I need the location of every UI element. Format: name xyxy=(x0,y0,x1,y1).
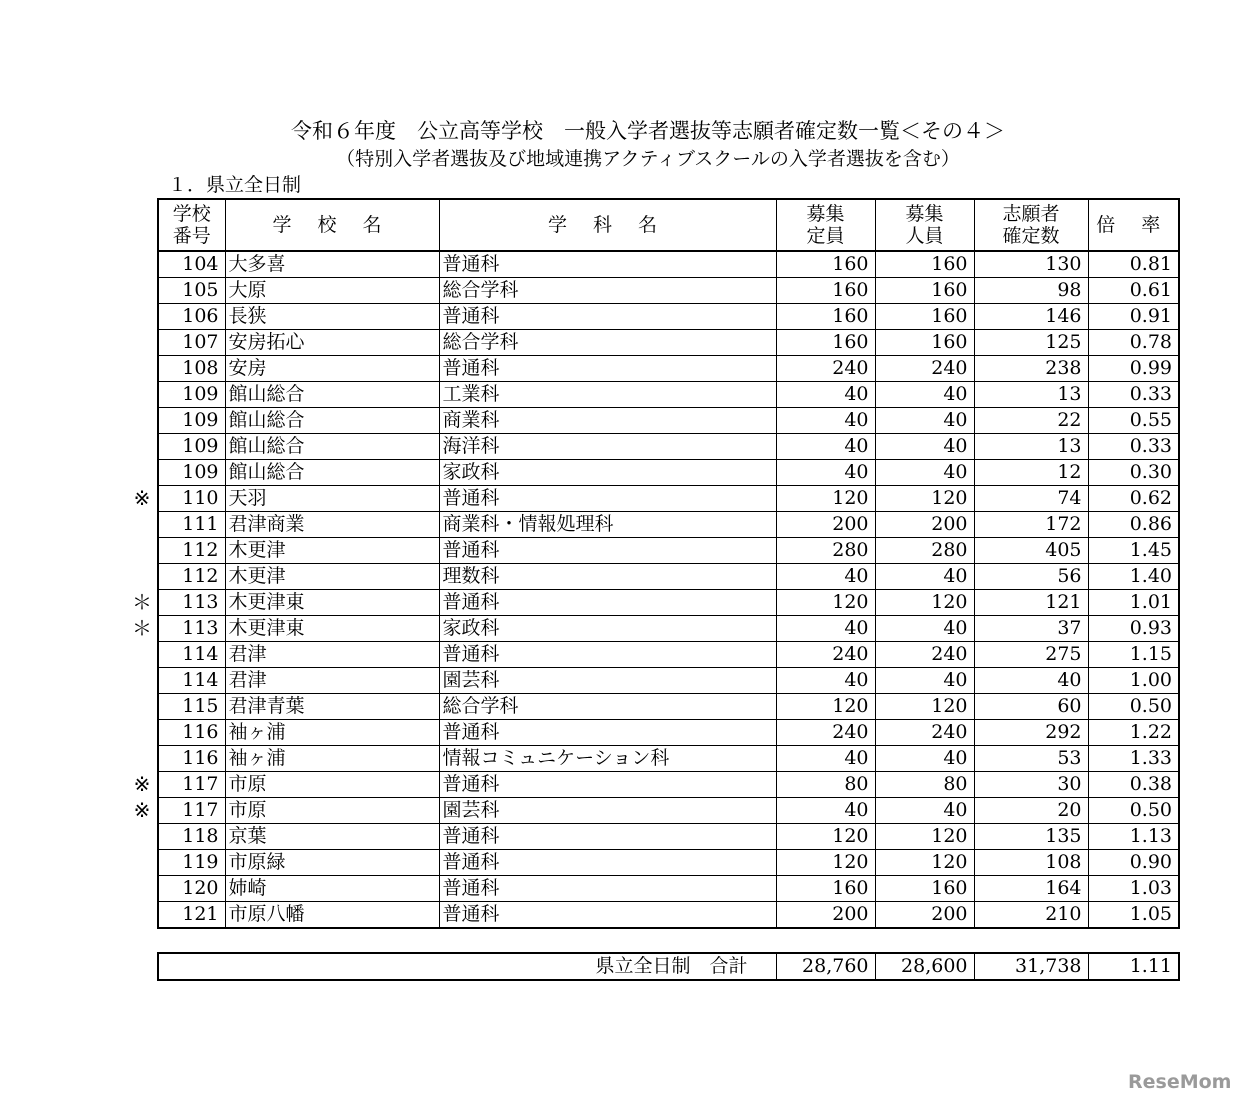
school-no-cell: 112 xyxy=(158,564,225,590)
quota-cell: 160 xyxy=(776,251,875,278)
school-no-cell: 118 xyxy=(158,824,225,850)
row-note-mark: ※ xyxy=(133,772,151,796)
quota-cell: 120 xyxy=(776,694,875,720)
applicants-cell: 125 xyxy=(974,330,1088,356)
total-table xyxy=(157,952,1180,981)
quota-cell: 40 xyxy=(776,798,875,824)
quota-cell: 40 xyxy=(776,460,875,486)
applicants-cell: 12 xyxy=(974,460,1088,486)
table-row xyxy=(158,746,1179,772)
school-name-cell: 大原 xyxy=(225,278,439,304)
applicants-cell: 98 xyxy=(974,278,1088,304)
table-row xyxy=(158,902,1179,929)
applicants-cell: 40 xyxy=(974,668,1088,694)
school-name-cell: 君津 xyxy=(225,668,439,694)
ratio-cell: 1.22 xyxy=(1088,720,1179,746)
ratio-cell: 0.86 xyxy=(1088,512,1179,538)
col-header-school-no: 学校 番号 xyxy=(158,199,225,251)
table-row xyxy=(158,850,1179,876)
total-recruit: 28,600 xyxy=(875,953,974,980)
applicants-cell: 74 xyxy=(974,486,1088,512)
dept-cell: 理数科 xyxy=(439,564,776,590)
col-header-recruit: 募集 人員 xyxy=(875,199,974,251)
col-header-dept: 学 科 名 xyxy=(439,199,776,251)
quota-cell: 280 xyxy=(776,538,875,564)
school-no-cell: 109 xyxy=(158,460,225,486)
quota-cell: 120 xyxy=(776,486,875,512)
ratio-cell: 1.13 xyxy=(1088,824,1179,850)
applicants-cell: 108 xyxy=(974,850,1088,876)
school-name-cell: 館山総合 xyxy=(225,460,439,486)
school-name-cell: 天羽 xyxy=(225,486,439,512)
school-name-cell: 安房 xyxy=(225,356,439,382)
applicants-cell: 164 xyxy=(974,876,1088,902)
recruit-cell: 120 xyxy=(875,694,974,720)
school-no-cell: 120 xyxy=(158,876,225,902)
applicants-cell: 56 xyxy=(974,564,1088,590)
row-note-mark: ＊ xyxy=(132,616,152,640)
school-no-cell: 111 xyxy=(158,512,225,538)
table-row xyxy=(158,720,1179,746)
dept-cell: 普通科 xyxy=(439,850,776,876)
dept-cell: 家政科 xyxy=(439,460,776,486)
table-row xyxy=(158,538,1179,564)
dept-cell: 総合学科 xyxy=(439,278,776,304)
school-name-cell: 京葉 xyxy=(225,824,439,850)
ratio-cell: 0.62 xyxy=(1088,486,1179,512)
applicants-cell: 275 xyxy=(974,642,1088,668)
applicants-cell: 22 xyxy=(974,408,1088,434)
ratio-cell: 0.50 xyxy=(1088,694,1179,720)
section-heading: １．県立全日制 xyxy=(168,174,302,196)
table-row xyxy=(158,876,1179,902)
ratio-cell: 0.99 xyxy=(1088,356,1179,382)
ratio-cell: 1.05 xyxy=(1088,902,1179,929)
table-row xyxy=(158,694,1179,720)
recruit-cell: 280 xyxy=(875,538,974,564)
applicants-table xyxy=(157,198,1180,929)
school-name-cell: 木更津東 xyxy=(225,616,439,642)
quota-cell: 160 xyxy=(776,278,875,304)
table-row xyxy=(158,616,1179,642)
ratio-cell: 0.30 xyxy=(1088,460,1179,486)
recruit-cell: 40 xyxy=(875,564,974,590)
recruit-cell: 80 xyxy=(875,772,974,798)
school-no-cell: 115 xyxy=(158,694,225,720)
school-name-cell: 木更津 xyxy=(225,538,439,564)
col-header-quota: 募集 定員 xyxy=(776,199,875,251)
dept-cell: 普通科 xyxy=(439,356,776,382)
quota-cell: 80 xyxy=(776,772,875,798)
dept-cell: 普通科 xyxy=(439,902,776,929)
recruit-cell: 40 xyxy=(875,408,974,434)
school-name-cell: 袖ヶ浦 xyxy=(225,720,439,746)
dept-cell: 普通科 xyxy=(439,251,776,278)
row-note-mark: ＊ xyxy=(132,590,152,614)
recruit-cell: 120 xyxy=(875,590,974,616)
recruit-cell: 40 xyxy=(875,668,974,694)
school-no-cell: 108 xyxy=(158,356,225,382)
recruit-cell: 40 xyxy=(875,616,974,642)
school-no-cell: 104 xyxy=(158,251,225,278)
total-ratio: 1.11 xyxy=(1088,953,1179,980)
school-no-cell: 109 xyxy=(158,408,225,434)
applicants-cell: 37 xyxy=(974,616,1088,642)
school-no-cell: 109 xyxy=(158,382,225,408)
school-no-cell: 113 xyxy=(158,616,225,642)
quota-cell: 120 xyxy=(776,590,875,616)
ratio-cell: 0.78 xyxy=(1088,330,1179,356)
quota-cell: 200 xyxy=(776,512,875,538)
school-no-cell: 121 xyxy=(158,902,225,929)
school-no-cell: 116 xyxy=(158,720,225,746)
school-no-cell: 117 xyxy=(158,798,225,824)
table-row xyxy=(158,798,1179,824)
applicants-cell: 210 xyxy=(974,902,1088,929)
ratio-cell: 0.55 xyxy=(1088,408,1179,434)
table-row xyxy=(158,382,1179,408)
table-row xyxy=(158,486,1179,512)
recruit-cell: 40 xyxy=(875,382,974,408)
school-no-cell: 106 xyxy=(158,304,225,330)
recruit-cell: 240 xyxy=(875,356,974,382)
row-note-mark: ※ xyxy=(133,798,151,822)
dept-cell: 園芸科 xyxy=(439,668,776,694)
dept-cell: 普通科 xyxy=(439,642,776,668)
resemom-logo: ReseMom xyxy=(1128,1071,1232,1093)
table-row xyxy=(158,642,1179,668)
school-no-cell: 113 xyxy=(158,590,225,616)
total-label: 県立全日制 合計 xyxy=(158,953,776,980)
table-row xyxy=(158,356,1179,382)
ratio-cell: 0.33 xyxy=(1088,382,1179,408)
recruit-cell: 160 xyxy=(875,304,974,330)
recruit-cell: 40 xyxy=(875,746,974,772)
quota-cell: 240 xyxy=(776,720,875,746)
applicants-cell: 13 xyxy=(974,382,1088,408)
quota-cell: 240 xyxy=(776,642,875,668)
document-title: 令和６年度 公立高等学校 一般入学者選抜等志願者確定数一覧＜その４＞ xyxy=(291,119,1005,143)
table-row xyxy=(158,668,1179,694)
table-row xyxy=(158,564,1179,590)
dept-cell: 園芸科 xyxy=(439,798,776,824)
dept-cell: 普通科 xyxy=(439,772,776,798)
school-name-cell: 市原 xyxy=(225,772,439,798)
row-note-mark: ※ xyxy=(133,486,151,510)
recruit-cell: 40 xyxy=(875,434,974,460)
school-name-cell: 君津青葉 xyxy=(225,694,439,720)
school-no-cell: 114 xyxy=(158,642,225,668)
applicants-cell: 405 xyxy=(974,538,1088,564)
recruit-cell: 40 xyxy=(875,798,974,824)
table-row xyxy=(158,460,1179,486)
recruit-cell: 120 xyxy=(875,850,974,876)
quota-cell: 40 xyxy=(776,434,875,460)
ratio-cell: 1.00 xyxy=(1088,668,1179,694)
table-row xyxy=(158,824,1179,850)
applicants-cell: 172 xyxy=(974,512,1088,538)
dept-cell: 情報コミュニケーション科 xyxy=(439,746,776,772)
school-name-cell: 市原八幡 xyxy=(225,902,439,929)
applicants-cell: 135 xyxy=(974,824,1088,850)
dept-cell: 総合学科 xyxy=(439,694,776,720)
table-header-row xyxy=(158,199,1179,251)
dept-cell: 普通科 xyxy=(439,720,776,746)
dept-cell: 普通科 xyxy=(439,876,776,902)
quota-cell: 240 xyxy=(776,356,875,382)
applicants-cell: 53 xyxy=(974,746,1088,772)
dept-cell: 商業科 xyxy=(439,408,776,434)
school-name-cell: 木更津 xyxy=(225,564,439,590)
col-header-school-name: 学 校 名 xyxy=(225,199,439,251)
col-header-applicants: 志願者 確定数 xyxy=(974,199,1088,251)
quota-cell: 120 xyxy=(776,850,875,876)
dept-cell: 普通科 xyxy=(439,590,776,616)
recruit-cell: 160 xyxy=(875,876,974,902)
recruit-cell: 120 xyxy=(875,824,974,850)
quota-cell: 40 xyxy=(776,382,875,408)
dept-cell: 海洋科 xyxy=(439,434,776,460)
school-name-cell: 大多喜 xyxy=(225,251,439,278)
school-name-cell: 姉崎 xyxy=(225,876,439,902)
recruit-cell: 240 xyxy=(875,642,974,668)
table-row xyxy=(158,772,1179,798)
school-no-cell: 119 xyxy=(158,850,225,876)
school-name-cell: 市原 xyxy=(225,798,439,824)
quota-cell: 160 xyxy=(776,876,875,902)
school-name-cell: 木更津東 xyxy=(225,590,439,616)
applicants-cell: 238 xyxy=(974,356,1088,382)
school-no-cell: 117 xyxy=(158,772,225,798)
school-no-cell: 105 xyxy=(158,278,225,304)
ratio-cell: 0.90 xyxy=(1088,850,1179,876)
school-name-cell: 安房拓心 xyxy=(225,330,439,356)
ratio-cell: 1.45 xyxy=(1088,538,1179,564)
quota-cell: 160 xyxy=(776,304,875,330)
applicants-cell: 130 xyxy=(974,251,1088,278)
ratio-cell: 0.93 xyxy=(1088,616,1179,642)
ratio-cell: 0.38 xyxy=(1088,772,1179,798)
school-no-cell: 114 xyxy=(158,668,225,694)
dept-cell: 普通科 xyxy=(439,824,776,850)
quota-cell: 40 xyxy=(776,616,875,642)
applicants-cell: 20 xyxy=(974,798,1088,824)
quota-cell: 120 xyxy=(776,824,875,850)
table-row xyxy=(158,590,1179,616)
recruit-cell: 120 xyxy=(875,486,974,512)
table-body xyxy=(158,251,1179,928)
recruit-cell: 240 xyxy=(875,720,974,746)
school-no-cell: 116 xyxy=(158,746,225,772)
quota-cell: 40 xyxy=(776,746,875,772)
dept-cell: 普通科 xyxy=(439,304,776,330)
recruit-cell: 40 xyxy=(875,460,974,486)
ratio-cell: 0.61 xyxy=(1088,278,1179,304)
recruit-cell: 200 xyxy=(875,512,974,538)
total-quota: 28,760 xyxy=(776,953,875,980)
applicants-cell: 13 xyxy=(974,434,1088,460)
quota-cell: 40 xyxy=(776,564,875,590)
table-row xyxy=(158,512,1179,538)
ratio-cell: 1.15 xyxy=(1088,642,1179,668)
applicants-cell: 121 xyxy=(974,590,1088,616)
quota-cell: 40 xyxy=(776,668,875,694)
school-no-cell: 109 xyxy=(158,434,225,460)
table-row xyxy=(158,330,1179,356)
total-applicants: 31,738 xyxy=(974,953,1088,980)
dept-cell: 家政科 xyxy=(439,616,776,642)
ratio-cell: 1.40 xyxy=(1088,564,1179,590)
applicants-cell: 292 xyxy=(974,720,1088,746)
ratio-cell: 0.81 xyxy=(1088,251,1179,278)
school-no-cell: 110 xyxy=(158,486,225,512)
table-row xyxy=(158,408,1179,434)
school-name-cell: 市原緑 xyxy=(225,850,439,876)
table-row xyxy=(158,304,1179,330)
table-row xyxy=(158,434,1179,460)
document-subtitle: （特別入学者選抜及び地域連携アクティブスクールの入学者選抜を含む） xyxy=(336,148,960,170)
school-name-cell: 長狭 xyxy=(225,304,439,330)
applicants-cell: 30 xyxy=(974,772,1088,798)
ratio-cell: 0.50 xyxy=(1088,798,1179,824)
recruit-cell: 160 xyxy=(875,330,974,356)
quota-cell: 40 xyxy=(776,408,875,434)
ratio-cell: 1.33 xyxy=(1088,746,1179,772)
dept-cell: 工業科 xyxy=(439,382,776,408)
school-name-cell: 君津 xyxy=(225,642,439,668)
table-row xyxy=(158,251,1179,278)
ratio-cell: 1.03 xyxy=(1088,876,1179,902)
applicants-cell: 60 xyxy=(974,694,1088,720)
dept-cell: 普通科 xyxy=(439,538,776,564)
school-name-cell: 館山総合 xyxy=(225,408,439,434)
school-no-cell: 112 xyxy=(158,538,225,564)
school-name-cell: 館山総合 xyxy=(225,382,439,408)
school-name-cell: 袖ヶ浦 xyxy=(225,746,439,772)
total-row xyxy=(158,953,1179,980)
school-no-cell: 107 xyxy=(158,330,225,356)
quota-cell: 160 xyxy=(776,330,875,356)
school-name-cell: 君津商業 xyxy=(225,512,439,538)
dept-cell: 総合学科 xyxy=(439,330,776,356)
ratio-cell: 1.01 xyxy=(1088,590,1179,616)
dept-cell: 商業科・情報処理科 xyxy=(439,512,776,538)
table-row xyxy=(158,278,1179,304)
ratio-cell: 0.33 xyxy=(1088,434,1179,460)
ratio-cell: 0.91 xyxy=(1088,304,1179,330)
recruit-cell: 160 xyxy=(875,278,974,304)
col-header-ratio: 倍 率 xyxy=(1088,199,1179,251)
school-name-cell: 館山総合 xyxy=(225,434,439,460)
dept-cell: 普通科 xyxy=(439,486,776,512)
quota-cell: 200 xyxy=(776,902,875,929)
applicants-cell: 146 xyxy=(974,304,1088,330)
recruit-cell: 160 xyxy=(875,251,974,278)
recruit-cell: 200 xyxy=(875,902,974,929)
